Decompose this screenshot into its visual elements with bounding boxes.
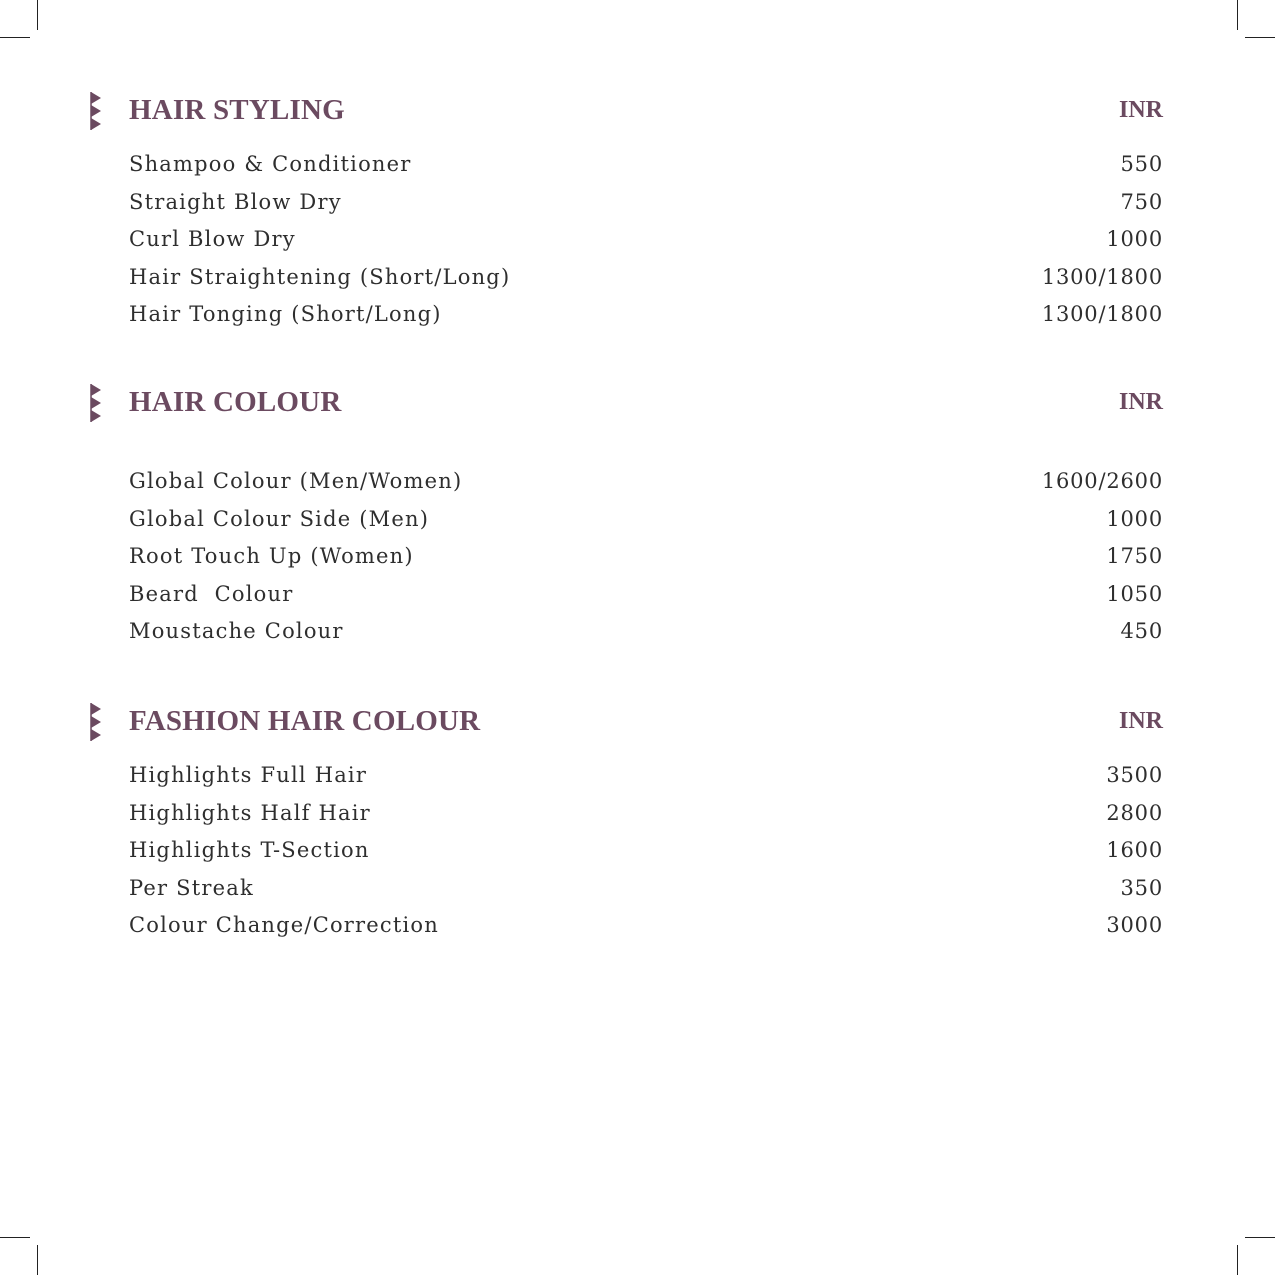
service-name: Global Colour Side (Men) xyxy=(129,506,430,531)
crop-mark-bottom-left-horizontal xyxy=(0,1237,30,1238)
service-price: 1050 xyxy=(1106,581,1163,606)
price-row xyxy=(0,505,1275,543)
service-price: 2800 xyxy=(1106,800,1163,825)
service-name: Global Colour (Men/Women) xyxy=(129,469,463,493)
price-list xyxy=(0,761,1275,949)
service-name: Per Streak xyxy=(129,875,254,900)
service-price: 3500 xyxy=(1106,763,1163,787)
service-name: Colour Change/Correction xyxy=(129,913,439,938)
price-row xyxy=(0,617,1275,655)
price-row xyxy=(0,580,1275,618)
service-price: 1600/2600 xyxy=(1041,469,1163,493)
service-price: 1300/1800 xyxy=(1041,302,1163,327)
price-row xyxy=(0,225,1275,263)
price-row xyxy=(0,263,1275,301)
service-price: 1600 xyxy=(1106,838,1163,863)
crop-mark-top-left-vertical xyxy=(37,0,38,30)
currency-label: INR xyxy=(1118,708,1163,734)
zigzag-marker-icon xyxy=(88,703,104,741)
service-name: Beard Colour xyxy=(129,581,294,606)
crop-mark-top-right-vertical xyxy=(1237,0,1238,30)
service-price: 1300/1800 xyxy=(1041,264,1163,289)
service-name: Hair Straightening (Short/Long) xyxy=(129,264,511,289)
price-list xyxy=(0,150,1275,338)
crop-mark-top-right-horizontal xyxy=(1245,37,1275,38)
section-title: FASHION HAIR COLOUR xyxy=(129,705,481,737)
service-price: 450 xyxy=(1120,619,1163,644)
section-title: HAIR STYLING xyxy=(129,94,345,126)
service-price: 350 xyxy=(1120,875,1163,900)
section-title: HAIR COLOUR xyxy=(129,386,342,418)
service-name: Highlights Half Hair xyxy=(129,800,371,825)
service-price: 1000 xyxy=(1106,227,1163,252)
service-price: 1000 xyxy=(1106,506,1163,531)
section-header xyxy=(0,703,1275,743)
service-name: Root Touch Up (Women) xyxy=(129,544,414,569)
currency-label: INR xyxy=(1118,389,1163,415)
zigzag-marker-icon xyxy=(88,92,104,130)
section-header xyxy=(0,384,1275,424)
service-price: 3000 xyxy=(1106,913,1163,938)
currency-label: INR xyxy=(1118,97,1163,123)
price-row xyxy=(0,467,1275,505)
price-row xyxy=(0,911,1275,949)
crop-mark-top-left-horizontal xyxy=(0,37,30,38)
zigzag-marker-icon xyxy=(88,384,104,422)
service-name: Straight Blow Dry xyxy=(129,189,342,214)
price-row xyxy=(0,836,1275,874)
price-row xyxy=(0,542,1275,580)
service-name: Moustache Colour xyxy=(129,619,344,644)
service-name: Highlights Full Hair xyxy=(129,763,368,787)
price-list xyxy=(0,467,1275,655)
service-price: 550 xyxy=(1120,152,1163,176)
price-row xyxy=(0,300,1275,338)
service-name: Shampoo & Conditioner xyxy=(129,152,412,176)
price-row xyxy=(0,874,1275,912)
service-price: 750 xyxy=(1120,189,1163,214)
service-name: Hair Tonging (Short/Long) xyxy=(129,302,442,327)
section-header xyxy=(0,92,1275,132)
price-row xyxy=(0,799,1275,837)
crop-mark-bottom-right-vertical xyxy=(1237,1245,1238,1275)
price-row xyxy=(0,150,1275,188)
service-name: Curl Blow Dry xyxy=(129,227,296,252)
crop-mark-bottom-left-vertical xyxy=(37,1245,38,1275)
price-row xyxy=(0,188,1275,226)
service-name: Highlights T-Section xyxy=(129,838,370,863)
service-price: 1750 xyxy=(1106,544,1163,569)
price-row xyxy=(0,761,1275,799)
crop-mark-bottom-right-horizontal xyxy=(1245,1237,1275,1238)
